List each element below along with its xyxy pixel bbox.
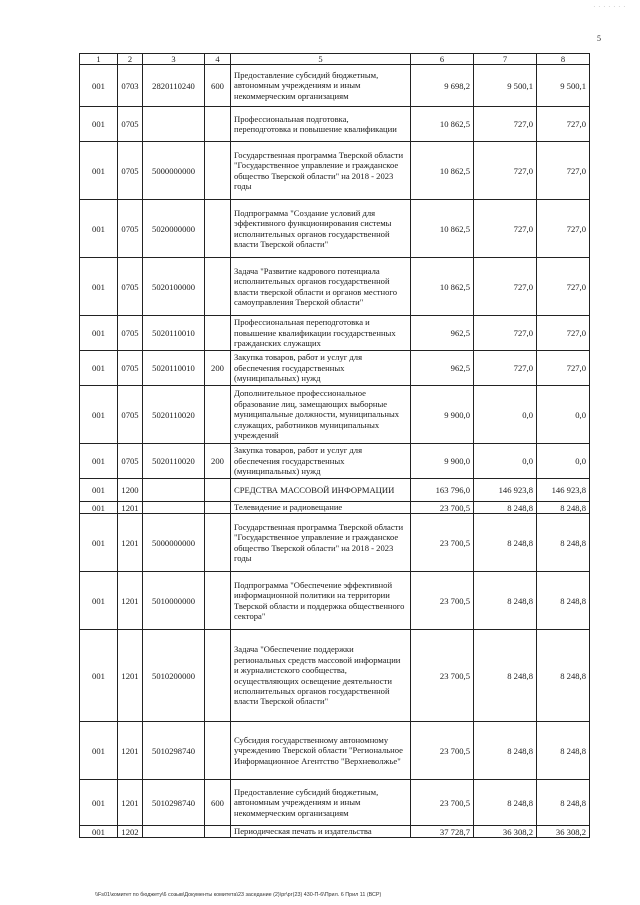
department-code-cell: 001: [80, 142, 118, 200]
section-code-cell: 0705: [118, 258, 143, 316]
item-name-cell: Предоставление субсидий бюджетным, автономным учреждениям и иным некоммерческим организациям: [231, 65, 411, 107]
department-code-cell: 001: [80, 107, 118, 142]
target-article-cell: 5020110010: [143, 351, 205, 386]
section-code-cell: 0705: [118, 107, 143, 142]
department-code-cell: 001: [80, 386, 118, 444]
target-article-cell: 5020000000: [143, 200, 205, 258]
budget-table: [79, 53, 590, 838]
amount-col8-cell: 727,0: [537, 200, 590, 258]
amount-col8-cell: 727,0: [537, 258, 590, 316]
expense-type-cell: [205, 479, 231, 502]
amount-col7-cell: 727,0: [474, 200, 537, 258]
section-code-cell: 1201: [118, 502, 143, 514]
target-article-cell: [143, 826, 205, 838]
amount-col6-cell: 23 700,5: [411, 572, 474, 630]
expense-type-cell: [205, 316, 231, 351]
department-code-cell: 001: [80, 65, 118, 107]
corner-marks: . . . . . . .: [593, 3, 626, 9]
table-row: [80, 258, 590, 316]
item-name-cell: Периодическая печать и издательства: [231, 826, 411, 838]
table-row: [80, 351, 590, 386]
section-code-cell: 0705: [118, 316, 143, 351]
page-number: 5: [597, 34, 601, 43]
item-name-cell: Субсидия государственному автономному учреждению Тверской области "Региональное Информационное Агентство "Верхневолжье": [231, 722, 411, 780]
department-code-cell: 001: [80, 826, 118, 838]
amount-col6-cell: 37 728,7: [411, 826, 474, 838]
expense-type-cell: [205, 572, 231, 630]
amount-col7-cell: 8 248,8: [474, 572, 537, 630]
table-row: [80, 200, 590, 258]
amount-col7-cell: 146 923,8: [474, 479, 537, 502]
section-code-cell: 0705: [118, 444, 143, 479]
amount-col6-cell: 962,5: [411, 316, 474, 351]
amount-col8-cell: 8 248,8: [537, 630, 590, 722]
department-code-cell: 001: [80, 444, 118, 479]
department-code-cell: 001: [80, 630, 118, 722]
section-code-cell: 0705: [118, 386, 143, 444]
item-name-cell: Подпрограмма "Обеспечение эффективной информационной политики на территории Тверской области и поддержка общественного сектора": [231, 572, 411, 630]
col-header-3: 3: [143, 54, 205, 65]
department-code-cell: 001: [80, 502, 118, 514]
amount-col6-cell: 23 700,5: [411, 514, 474, 572]
table-row: [80, 316, 590, 351]
target-article-cell: 5010298740: [143, 780, 205, 826]
expense-type-cell: [205, 722, 231, 780]
expense-type-cell: [205, 200, 231, 258]
amount-col7-cell: 8 248,8: [474, 502, 537, 514]
item-name-cell: Предоставление субсидий бюджетным, автономным учреждениям и иным некоммерческим организациям: [231, 780, 411, 826]
section-code-cell: 1201: [118, 630, 143, 722]
target-article-cell: 5020110020: [143, 444, 205, 479]
amount-col6-cell: 9 698,2: [411, 65, 474, 107]
col-header-6: 6: [411, 54, 474, 65]
department-code-cell: 001: [80, 780, 118, 826]
section-code-cell: 1201: [118, 780, 143, 826]
item-name-cell: Государственная программа Тверской области "Государственное управление и гражданское общество Тверской области" на 2018 - 2023 годы: [231, 514, 411, 572]
item-name-cell: Закупка товаров, работ и услуг для обеспечения государственных (муниципальных) нужд: [231, 351, 411, 386]
table-row: [80, 502, 590, 514]
amount-col8-cell: 727,0: [537, 351, 590, 386]
department-code-cell: 001: [80, 722, 118, 780]
expense-type-cell: [205, 502, 231, 514]
amount-col6-cell: 163 796,0: [411, 479, 474, 502]
department-code-cell: 001: [80, 200, 118, 258]
amount-col6-cell: 10 862,5: [411, 142, 474, 200]
amount-col7-cell: 727,0: [474, 316, 537, 351]
col-header-4: 4: [205, 54, 231, 65]
expense-type-cell: [205, 514, 231, 572]
amount-col7-cell: 8 248,8: [474, 514, 537, 572]
target-article-cell: [143, 502, 205, 514]
amount-col7-cell: 727,0: [474, 351, 537, 386]
amount-col8-cell: 9 500,1: [537, 65, 590, 107]
expense-type-cell: [205, 630, 231, 722]
table-row: [80, 386, 590, 444]
item-name-cell: Дополнительное профессиональное образование лиц, замещающих выборные муниципальные должности, муниципальных служащих, работников муниципальных учреждений: [231, 386, 411, 444]
table-row: [80, 142, 590, 200]
section-code-cell: 0703: [118, 65, 143, 107]
section-code-cell: 1200: [118, 479, 143, 502]
section-code-cell: 0705: [118, 200, 143, 258]
amount-col8-cell: 727,0: [537, 142, 590, 200]
amount-col8-cell: 727,0: [537, 107, 590, 142]
target-article-cell: [143, 107, 205, 142]
table-row: [80, 780, 590, 826]
amount-col6-cell: 23 700,5: [411, 630, 474, 722]
amount-col6-cell: 10 862,5: [411, 258, 474, 316]
amount-col6-cell: 9 900,0: [411, 444, 474, 479]
amount-col6-cell: 23 700,5: [411, 722, 474, 780]
table-row: [80, 826, 590, 838]
department-code-cell: 001: [80, 316, 118, 351]
item-name-cell: Подпрограмма "Создание условий для эффективного функционирования системы исполнительных органов государственной власти Тверской области": [231, 200, 411, 258]
amount-col7-cell: 36 308,2: [474, 826, 537, 838]
item-name-cell: Телевидение и радиовещание: [231, 502, 411, 514]
amount-col8-cell: 8 248,8: [537, 572, 590, 630]
department-code-cell: 001: [80, 572, 118, 630]
col-header-2: 2: [118, 54, 143, 65]
item-name-cell: Задача "Обеспечение поддержки региональных средств массовой информации и журналистского сообщества, осуществляющих освещение деятельности исполнительных органов государственной власти Тверской области": [231, 630, 411, 722]
expense-type-cell: [205, 258, 231, 316]
target-article-cell: 5020100000: [143, 258, 205, 316]
amount-col8-cell: 146 923,8: [537, 479, 590, 502]
target-article-cell: 5010200000: [143, 630, 205, 722]
section-code-cell: 0705: [118, 142, 143, 200]
amount-col7-cell: 8 248,8: [474, 722, 537, 780]
amount-col7-cell: 727,0: [474, 258, 537, 316]
amount-col8-cell: 727,0: [537, 316, 590, 351]
table-row: [80, 722, 590, 780]
item-name-cell: Профессиональная переподготовка и повышение квалификации государственных гражданских служащих: [231, 316, 411, 351]
amount-col8-cell: 0,0: [537, 444, 590, 479]
item-name-cell: Профессиональная подготовка, переподготовка и повышение квалификации: [231, 107, 411, 142]
expense-type-cell: [205, 386, 231, 444]
section-code-cell: 1202: [118, 826, 143, 838]
item-name-cell: Закупка товаров, работ и услуг для обеспечения государственных (муниципальных) нужд: [231, 444, 411, 479]
target-article-cell: 5020110020: [143, 386, 205, 444]
section-code-cell: 1201: [118, 572, 143, 630]
amount-col6-cell: 23 700,5: [411, 502, 474, 514]
amount-col8-cell: 8 248,8: [537, 780, 590, 826]
col-header-8: 8: [537, 54, 590, 65]
department-code-cell: 001: [80, 479, 118, 502]
table-row: [80, 65, 590, 107]
amount-col7-cell: 0,0: [474, 386, 537, 444]
table-row: [80, 630, 590, 722]
amount-col7-cell: 0,0: [474, 444, 537, 479]
expense-type-cell: 200: [205, 444, 231, 479]
section-code-cell: 1201: [118, 514, 143, 572]
amount-col7-cell: 8 248,8: [474, 780, 537, 826]
file-path-footer: \\Fs01\комитет по бюджету\6 созыв\Документы комитета\23 заседание (2)\рг\рг(23) 430-П-6\Прил. 6 Прил 11 (ВСР): [95, 892, 382, 898]
table-row: [80, 479, 590, 502]
target-article-cell: [143, 479, 205, 502]
table-row: [80, 514, 590, 572]
expense-type-cell: [205, 142, 231, 200]
table-row: [80, 107, 590, 142]
amount-col7-cell: 727,0: [474, 142, 537, 200]
amount-col6-cell: 23 700,5: [411, 780, 474, 826]
target-article-cell: 5010298740: [143, 722, 205, 780]
amount-col8-cell: 8 248,8: [537, 722, 590, 780]
col-header-1: 1: [80, 54, 118, 65]
expense-type-cell: [205, 826, 231, 838]
item-name-cell: Задача "Развитие кадрового потенциала исполнительных органов государственной власти тверской области и органов местного самоуправления Тверской области": [231, 258, 411, 316]
target-article-cell: 5000000000: [143, 514, 205, 572]
section-code-cell: 0705: [118, 351, 143, 386]
expense-type-cell: 200: [205, 351, 231, 386]
department-code-cell: 001: [80, 351, 118, 386]
col-header-5: 5: [231, 54, 411, 65]
amount-col8-cell: 8 248,8: [537, 502, 590, 514]
header-row: [80, 54, 590, 65]
department-code-cell: 001: [80, 514, 118, 572]
amount-col6-cell: 9 900,0: [411, 386, 474, 444]
amount-col8-cell: 8 248,8: [537, 514, 590, 572]
amount-col6-cell: 962,5: [411, 351, 474, 386]
amount-col7-cell: 9 500,1: [474, 65, 537, 107]
expense-type-cell: [205, 107, 231, 142]
amount-col6-cell: 10 862,5: [411, 200, 474, 258]
item-name-cell: Государственная программа Тверской области "Государственное управление и гражданское общество Тверской области" на 2018 - 2023 годы: [231, 142, 411, 200]
department-code-cell: 001: [80, 258, 118, 316]
section-code-cell: 1201: [118, 722, 143, 780]
col-header-7: 7: [474, 54, 537, 65]
target-article-cell: 2820110240: [143, 65, 205, 107]
item-name-cell: СРЕДСТВА МАССОВОЙ ИНФОРМАЦИИ: [231, 479, 411, 502]
amount-col8-cell: 36 308,2: [537, 826, 590, 838]
table-row: [80, 572, 590, 630]
target-article-cell: 5000000000: [143, 142, 205, 200]
amount-col8-cell: 0,0: [537, 386, 590, 444]
amount-col7-cell: 8 248,8: [474, 630, 537, 722]
expense-type-cell: 600: [205, 780, 231, 826]
target-article-cell: 5010000000: [143, 572, 205, 630]
budget-table-body: [80, 65, 590, 838]
expense-type-cell: 600: [205, 65, 231, 107]
amount-col7-cell: 727,0: [474, 107, 537, 142]
target-article-cell: 5020110010: [143, 316, 205, 351]
table-row: [80, 444, 590, 479]
amount-col6-cell: 10 862,5: [411, 107, 474, 142]
